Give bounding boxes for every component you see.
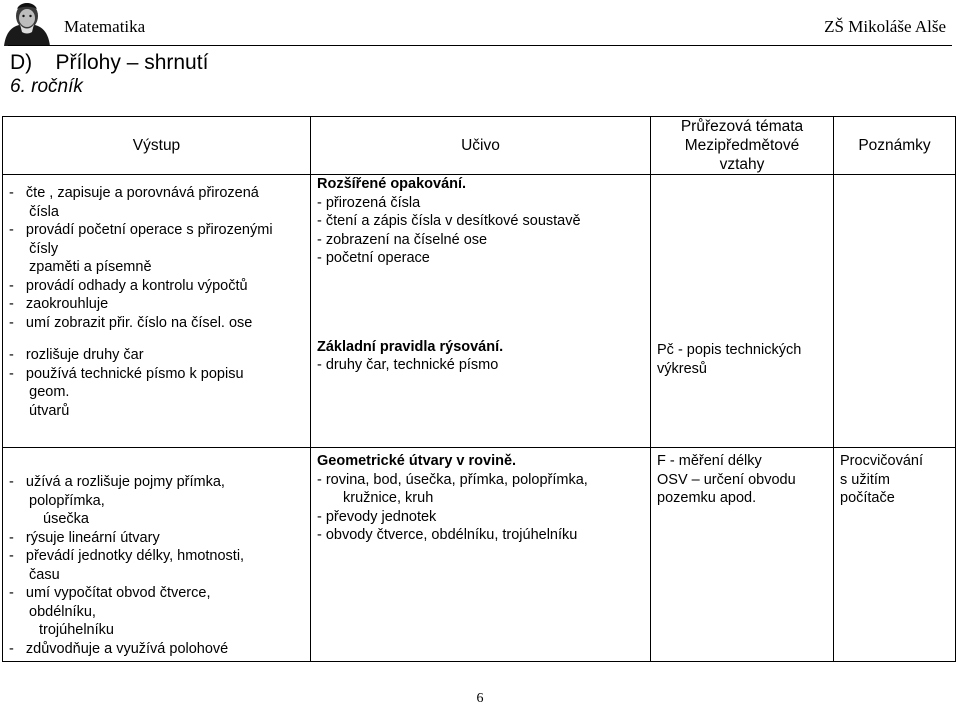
header-divider <box>8 45 952 46</box>
list-item: - provádí početní operace s přirozenými <box>9 222 273 238</box>
list-item: pozemku apod. <box>657 490 757 506</box>
list-item: kružnice, kruh <box>343 490 434 506</box>
list-item: - obvody čtverce, obdélníku, trojúhelníku <box>317 527 578 543</box>
row2-poznamky-cell <box>834 448 956 662</box>
row1-poznamky-cell <box>834 175 956 448</box>
list-item: výkresů <box>657 360 707 377</box>
col-header-temata <box>651 117 834 175</box>
table-row <box>3 175 956 448</box>
row1-vystup-cell <box>3 175 311 448</box>
list-item: - rozlišuje druhy čar <box>9 347 144 363</box>
list-item: - zaokrouhluje <box>9 296 109 312</box>
list-item: Pč - popis technických <box>657 342 802 358</box>
list-item: úsečka <box>43 511 89 527</box>
list-item: - početní operace <box>317 250 430 266</box>
list-item: - zdůvodňuje a využívá polohové <box>9 640 229 657</box>
school-logo <box>0 0 54 46</box>
spacer <box>317 268 648 338</box>
header-school: ZŠ Mikoláše Alše <box>824 17 946 36</box>
list-item: obdélníku, <box>29 603 96 620</box>
spacer <box>9 332 308 346</box>
list-item: - druhy čar, technické písmo <box>317 357 499 373</box>
page-number: 6 <box>476 691 484 706</box>
spacer <box>657 175 831 341</box>
table-row <box>3 448 956 662</box>
col-header-ucivo: Učivo <box>311 117 651 175</box>
row2-temata-cell <box>651 448 834 662</box>
list-item: - užívá a rozlišuje pojmy přímka, <box>9 474 225 490</box>
row1-temata-cell <box>651 175 834 448</box>
list-item: - rýsuje lineární útvary <box>9 529 160 546</box>
list-item: trojúhelníku <box>39 622 114 638</box>
page-title: D) Přílohy – shrnutí <box>10 51 209 74</box>
section-heading: Základní pravidla rýsování. <box>317 338 504 355</box>
list-item: - rovina, bod, úsečka, přímka, polopřímka, <box>317 471 588 488</box>
col-header-temata-l3: vztahy <box>719 156 765 173</box>
list-item: - provádí odhady a kontrolu výpočtů <box>9 277 248 294</box>
col-header-temata-l1: Průřezová témata <box>680 118 804 135</box>
row1-ucivo-cell <box>311 175 651 448</box>
list-item: - čtení a zápis čísla v desítkové soustavě <box>317 213 581 229</box>
list-item: - umí zobrazit přir. číslo na čísel. ose <box>9 314 253 331</box>
col-header-poznamky: Poznámky <box>834 117 956 175</box>
list-item: - převody jednotek <box>317 508 437 525</box>
row2-ucivo-cell <box>311 448 651 662</box>
section-heading: Rozšířené opakování. <box>317 176 467 192</box>
list-item: času <box>29 566 60 583</box>
list-item: geom. <box>9 384 70 400</box>
list-item: útvarů <box>29 402 70 419</box>
list-item: - používá technické písmo k popisu <box>9 365 244 382</box>
header-subject: Matematika <box>64 17 146 36</box>
list-item: zpaměti a písemně <box>29 259 152 275</box>
list-item: polopřímka, <box>29 492 105 509</box>
row2-vystup-cell <box>3 448 311 662</box>
list-item: OSV – určení obvodu <box>657 471 796 488</box>
list-item: počítače <box>840 490 895 506</box>
table-header-row <box>3 117 956 175</box>
col-header-temata-l2: Mezipředmětové <box>684 137 800 154</box>
list-item: s užitím <box>840 471 890 488</box>
list-item: - umí vypočítat obvod čtverce, <box>9 585 211 601</box>
section-heading: Geometrické útvary v rovině. <box>317 453 517 469</box>
list-item: - přirozená čísla <box>317 194 421 211</box>
page-subtitle: 6. ročník <box>10 76 83 97</box>
list-item: Procvičování <box>840 453 924 469</box>
list-item: čísly <box>9 240 59 257</box>
col-header-vystup: Výstup <box>3 117 311 175</box>
list-item: - čte , zapisuje a porovnává přirozená <box>9 185 259 201</box>
list-item: čísla <box>9 203 59 220</box>
curriculum-table <box>2 116 956 662</box>
list-item: - převádí jednotky délky, hmotnosti, <box>9 548 245 564</box>
list-item: - zobrazení na číselné ose <box>317 231 488 248</box>
list-item: F - měření délky <box>657 453 762 469</box>
